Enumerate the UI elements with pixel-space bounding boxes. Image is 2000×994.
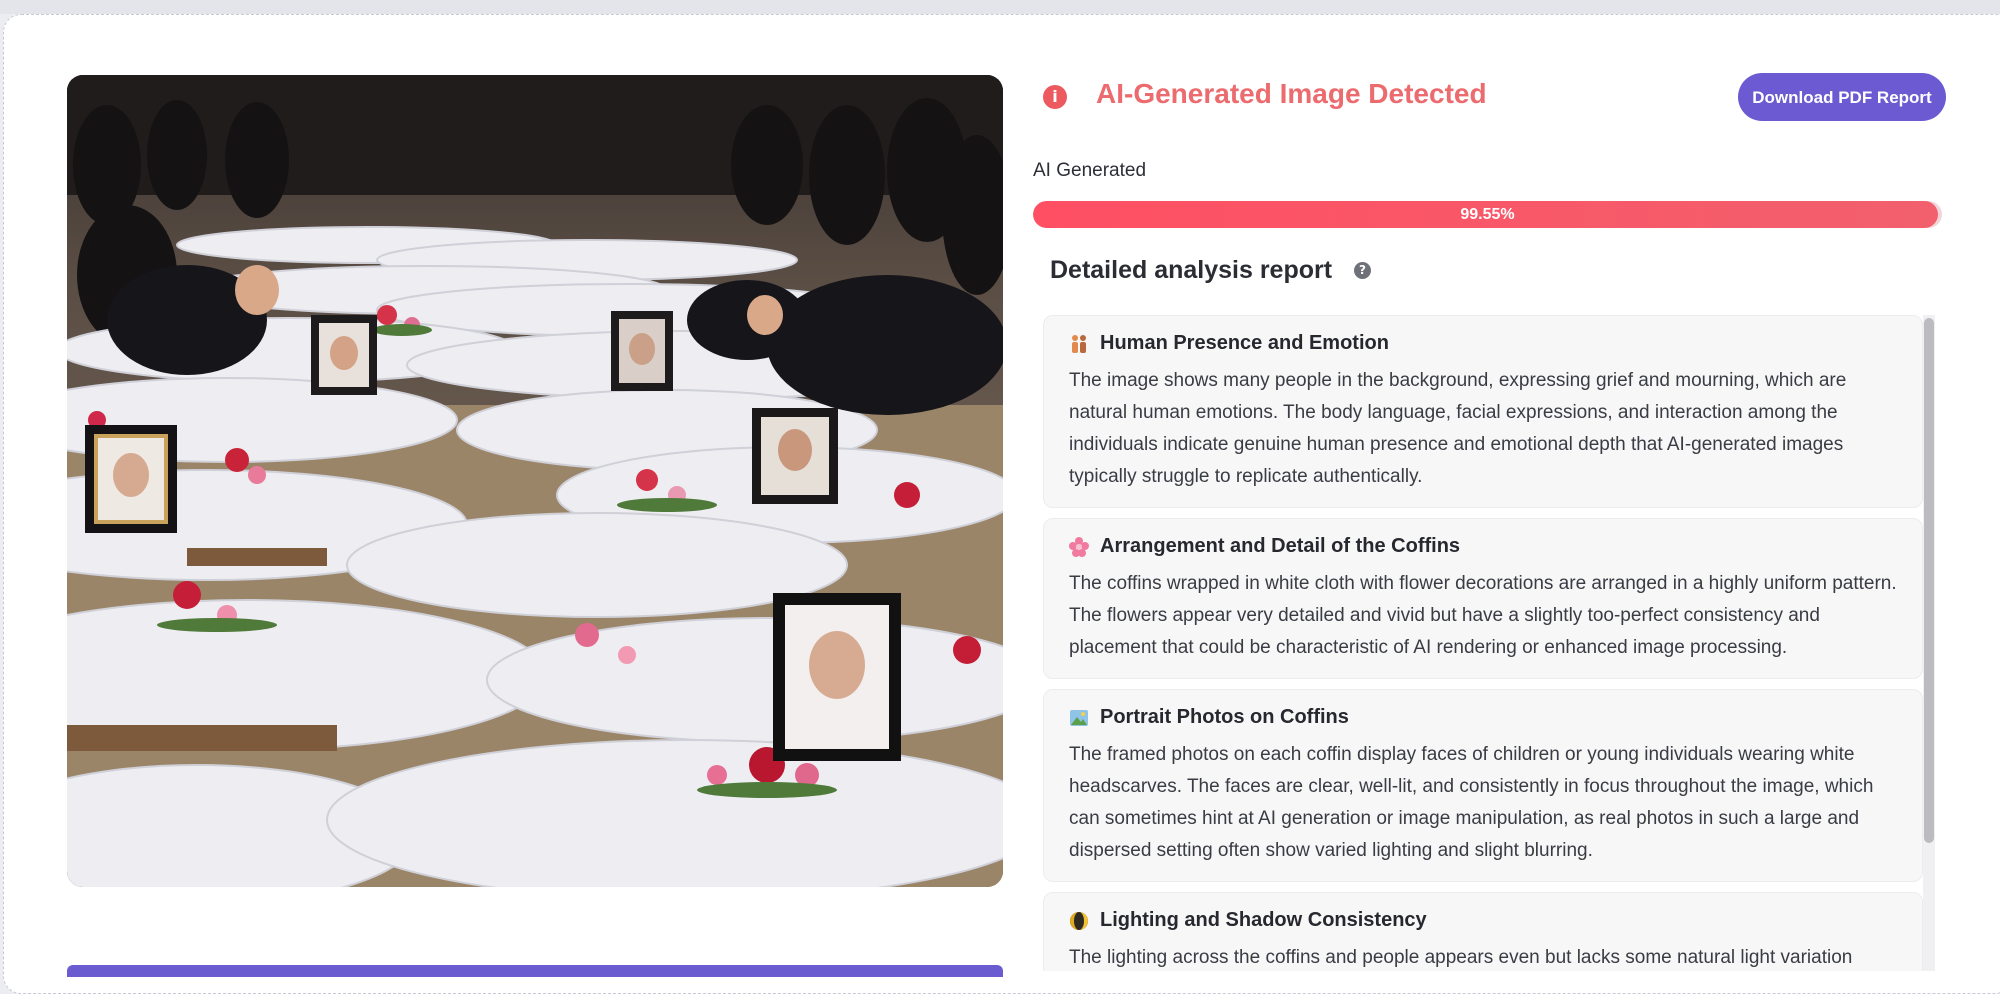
moon-icon xyxy=(1069,911,1089,931)
report-item-header xyxy=(1069,706,1900,729)
result-title: AI-Generated Image Detected xyxy=(1096,78,1487,109)
report-list xyxy=(1043,315,1923,971)
report-item-title: Human Presence and Emotion xyxy=(1100,332,1389,354)
people-icon xyxy=(1069,334,1089,354)
report-item-header xyxy=(1069,909,1900,932)
flower-icon xyxy=(1069,537,1089,557)
report-item-header xyxy=(1069,535,1900,558)
report-item-body: The lighting across the coffins and people appears even but lacks some natural light variation xyxy=(1069,947,1853,968)
report-item-title: Lighting and Shadow Consistency xyxy=(1100,909,1427,931)
score-label: AI Generated xyxy=(1033,160,1147,181)
report-item xyxy=(1043,892,1923,971)
alert-icon: i xyxy=(1043,85,1067,109)
action-bar-edge[interactable] xyxy=(67,965,1003,977)
ai-score-value: 99.55% xyxy=(1460,206,1515,223)
report-item xyxy=(1043,518,1923,679)
help-icon[interactable]: ? xyxy=(1354,262,1371,279)
report-item-body: The image shows many people in the background, expressing grief and mourning, which are natural human emotions. The body language, facial expressions, and interaction among the individuals indicate genuine human presence and emotional depth that AI-generated images typically struggle to replicate authentically. xyxy=(1069,370,1847,487)
report-item-body: The framed photos on each coffin display faces of children or young individuals wearing white headscarves. The faces are clear, well-lit, and consistently in focus throughout the image, which can sometimes hint at AI generation or image manipulation, as real photos in such a large and dispersed setting often show varied lighting and slight blurring. xyxy=(1069,744,1874,861)
report-item-header xyxy=(1069,332,1900,355)
report-heading: Detailed analysis report xyxy=(1050,256,1333,284)
analyzed-image xyxy=(67,75,1003,887)
download-pdf-button[interactable]: Download PDF Report xyxy=(1738,73,1946,121)
report-item-body: The coffins wrapped in white cloth with flower decorations are arranged in a highly uniform pattern. The flowers appear very detailed and vivid but have a slightly too-perfect consistency and placement that could be characteristic of AI rendering or enhanced image processing. xyxy=(1069,573,1897,658)
report-item-title: Portrait Photos on Coffins xyxy=(1100,706,1349,728)
browser-top-strip xyxy=(0,0,2000,14)
ai-score-progress xyxy=(1033,201,1942,228)
report-item-title: Arrangement and Detail of the Coffins xyxy=(1100,535,1461,557)
report-scrollbar-thumb[interactable] xyxy=(1924,318,1934,843)
report-item xyxy=(1043,689,1923,882)
picture-icon xyxy=(1069,708,1089,728)
report-item xyxy=(1043,315,1923,508)
